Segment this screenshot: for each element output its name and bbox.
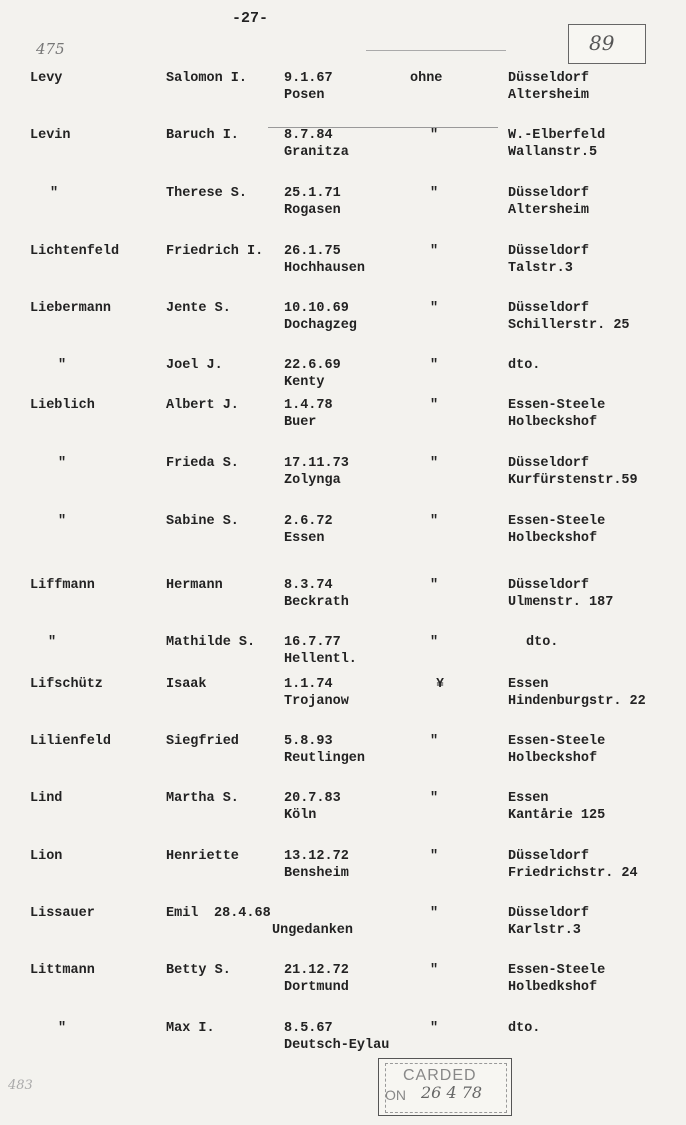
birth-place: Trojanow <box>284 694 349 709</box>
surname-ditto: " <box>58 1021 67 1036</box>
birth-place: Rogasen <box>284 203 341 218</box>
birth-cell <box>284 300 357 334</box>
birth-place: Zolynga <box>284 473 341 488</box>
given-name: Salomon I. <box>166 71 248 86</box>
residence-city: Düsseldorf <box>508 244 590 259</box>
residence-city: Düsseldorf <box>508 456 590 471</box>
residence-address: Altersheim <box>508 88 590 103</box>
birth-date: 25.1.71 <box>284 186 341 201</box>
birth-cell <box>284 1020 389 1054</box>
surname: Lichtenfeld <box>30 244 120 259</box>
birth-date: 1.4.78 <box>284 398 333 413</box>
status-mark: ohne <box>410 71 443 86</box>
residence-city: Düsseldorf <box>508 906 590 921</box>
birth-cell <box>284 397 333 431</box>
ditto-mark: " <box>430 398 439 413</box>
residence-cell <box>508 300 630 334</box>
birth-place: Essen <box>284 531 325 546</box>
surname: Lion <box>30 849 63 864</box>
surname: Lissauer <box>30 906 95 921</box>
birth-place: Hochhausen <box>284 261 366 276</box>
birth-date: 8.5.67 <box>284 1021 333 1036</box>
birth-date: 5.8.93 <box>284 734 333 749</box>
residence-address: Holbedkshof <box>508 980 598 995</box>
residence-city: dto. <box>526 635 559 650</box>
given-name: Max I. <box>166 1021 215 1036</box>
birth-place: Deutsch-Eylau <box>284 1038 390 1053</box>
residence-cell <box>508 243 589 277</box>
birth-place: Dochagzeg <box>284 318 357 333</box>
residence-address: Talstr.3 <box>508 261 573 276</box>
given-name: Albert J. <box>166 398 239 413</box>
birth-place: Köln <box>284 808 317 823</box>
birth-cell <box>284 577 349 611</box>
ditto-mark: " <box>430 301 439 316</box>
birth-cell <box>284 676 349 710</box>
residence-address: Holbeckshof <box>508 531 598 546</box>
surname: Lifschütz <box>30 677 103 692</box>
ditto-mark: " <box>430 734 439 749</box>
residence-city: Essen-Steele <box>508 963 606 978</box>
ditto-mark: " <box>430 514 439 529</box>
surname: Lilienfeld <box>30 734 112 749</box>
surname-ditto: " <box>58 358 67 373</box>
residence-address: Schillerstr. 25 <box>508 318 630 333</box>
residence-city: Düsseldorf <box>508 578 590 593</box>
given-name: Hermann <box>166 578 223 593</box>
surname: Liebermann <box>30 301 112 316</box>
birth-place: Buer <box>284 415 317 430</box>
ditto-mark: " <box>430 963 439 978</box>
birth-date: 13.12.72 <box>284 849 349 864</box>
stamp-date: 26 4 78 <box>421 1083 483 1102</box>
box-number <box>568 24 646 64</box>
given-name: Friedrich I. <box>166 244 264 259</box>
surname: Liffmann <box>30 578 95 593</box>
residence-cell <box>508 733 605 767</box>
residence-city: dto. <box>508 358 541 373</box>
residence-cell <box>508 676 646 710</box>
residence-city: Düsseldorf <box>508 186 590 201</box>
ditto-mark: " <box>430 849 439 864</box>
residence-address: Hindenburgstr. 22 <box>508 694 646 709</box>
residence-cell <box>508 185 589 219</box>
birth-date: 22.6.69 <box>284 358 341 373</box>
residence-address: Wallanstr.5 <box>508 145 598 160</box>
ditto-mark: " <box>430 128 439 143</box>
birth-cell <box>284 357 341 391</box>
birth-date: 1.1.74 <box>284 677 333 692</box>
birth-date: 17.11.73 <box>284 456 349 471</box>
birth-date: 8.3.74 <box>284 578 333 593</box>
residence-city: dto. <box>508 1021 541 1036</box>
residence-city: Essen-Steele <box>508 514 606 529</box>
birth-cell <box>284 962 349 996</box>
residence-cell <box>508 577 613 611</box>
birth-place: Bensheim <box>284 866 349 881</box>
birth-date: 20.7.83 <box>284 791 341 806</box>
residence-address: Karlstr.3 <box>508 923 581 938</box>
birth-cell <box>284 733 365 767</box>
residence-cell <box>508 848 638 882</box>
residence-cell <box>508 962 605 996</box>
residence-address: Holbeckshof <box>508 751 598 766</box>
given-name: Frieda S. <box>166 456 239 471</box>
surname: Lieblich <box>30 398 95 413</box>
birth-date: 28.4.68 <box>214 906 271 921</box>
stamp-carded-text: CARDED <box>403 1067 477 1084</box>
residence-cell <box>508 790 605 824</box>
birth-cell <box>284 127 349 161</box>
given-name: Isaak <box>166 677 207 692</box>
margin-note: 483 <box>8 1078 33 1093</box>
ditto-mark: " <box>430 578 439 593</box>
given-name: Therese S. <box>166 186 248 201</box>
given-name: Betty S. <box>166 963 231 978</box>
residence-city: Essen <box>508 677 549 692</box>
given-name: Joel J. <box>166 358 223 373</box>
given-name: Martha S. <box>166 791 239 806</box>
birth-cell <box>284 790 341 824</box>
residence-cell <box>508 127 605 161</box>
residence-city: Essen-Steele <box>508 734 606 749</box>
box-number-text: 89 <box>589 31 615 55</box>
birth-cell <box>284 70 333 104</box>
surname-ditto: " <box>58 456 67 471</box>
birth-place: Reutlingen <box>284 751 366 766</box>
surname-ditto: " <box>58 514 67 529</box>
residence-cell <box>508 905 589 939</box>
birth-place: Beckrath <box>284 595 349 610</box>
birth-cell <box>284 513 333 547</box>
residence-city: Düsseldorf <box>508 301 590 316</box>
ditto-mark: " <box>430 358 439 373</box>
birth-date: 2.6.72 <box>284 514 333 529</box>
residence-address: Ulmenstr. 187 <box>508 595 614 610</box>
birth-cell <box>284 848 349 882</box>
birth-place: Ungedanken <box>272 923 354 938</box>
surname-ditto: " <box>48 635 57 650</box>
divider-line <box>366 50 506 51</box>
birth-cell <box>284 634 357 668</box>
residence-cell <box>508 1020 540 1037</box>
surname: Lind <box>30 791 63 806</box>
birth-date: 10.10.69 <box>284 301 349 316</box>
ditto-mark: " <box>430 1021 439 1036</box>
birth-date: 16.7.77 <box>284 635 341 650</box>
ditto-mark: " <box>430 456 439 471</box>
birth-cell <box>284 185 341 219</box>
residence-cell <box>526 634 558 651</box>
residence-cell <box>508 513 605 547</box>
ditto-mark: " <box>430 635 439 650</box>
birth-date: 9.1.67 <box>284 71 333 86</box>
given-name: Mathilde S. <box>166 635 256 650</box>
residence-address: Holbeckshof <box>508 415 598 430</box>
residence-address: Kantårie 125 <box>508 808 606 823</box>
pencil-note: 475 <box>36 40 65 58</box>
birth-place: Dortmund <box>284 980 349 995</box>
surname-ditto: " <box>50 186 59 201</box>
residence-cell <box>508 357 540 374</box>
birth-place: Posen <box>284 88 325 103</box>
residence-cell <box>508 70 589 104</box>
residence-cell <box>508 397 605 431</box>
birth-place: Kenty <box>284 375 325 390</box>
birth-cell <box>284 243 365 277</box>
given-name: Jente S. <box>166 301 231 316</box>
page-number: -27- <box>232 10 269 27</box>
birth-place: Granitza <box>284 145 349 160</box>
surname: Littmann <box>30 963 95 978</box>
stamp-on-text: ON <box>385 1087 406 1103</box>
birth-cell <box>284 455 349 489</box>
given-name: Henriette <box>166 849 239 864</box>
ditto-mark: " <box>430 186 439 201</box>
birth-place: Hellentl. <box>284 652 357 667</box>
given-name: Emil <box>166 906 199 921</box>
birth-date: 21.12.72 <box>284 963 349 978</box>
ditto-mark: " <box>430 791 439 806</box>
residence-city: W.-Elberfeld <box>508 128 606 143</box>
residence-city: Essen <box>508 791 549 806</box>
surname: Levin <box>30 128 71 143</box>
residence-address: Altersheim <box>508 203 590 218</box>
ditto-mark: " <box>430 906 439 921</box>
residence-city: Düsseldorf <box>508 71 590 86</box>
birth-date: 26.1.75 <box>284 244 341 259</box>
surname: Levy <box>30 71 63 86</box>
residence-cell <box>508 455 638 489</box>
residence-city: Essen-Steele <box>508 398 606 413</box>
residence-address: Friedrichstr. 24 <box>508 866 638 881</box>
residence-city: Düsseldorf <box>508 849 590 864</box>
status-mark: ¥ <box>436 677 445 692</box>
given-name: Sabine S. <box>166 514 239 529</box>
carded-stamp <box>378 1058 512 1116</box>
residence-address: Kurfürstenstr.59 <box>508 473 638 488</box>
ditto-mark: " <box>430 244 439 259</box>
given-name: Siegfried <box>166 734 239 749</box>
birth-date: 8.7.84 <box>284 128 333 143</box>
given-name: Baruch I. <box>166 128 239 143</box>
